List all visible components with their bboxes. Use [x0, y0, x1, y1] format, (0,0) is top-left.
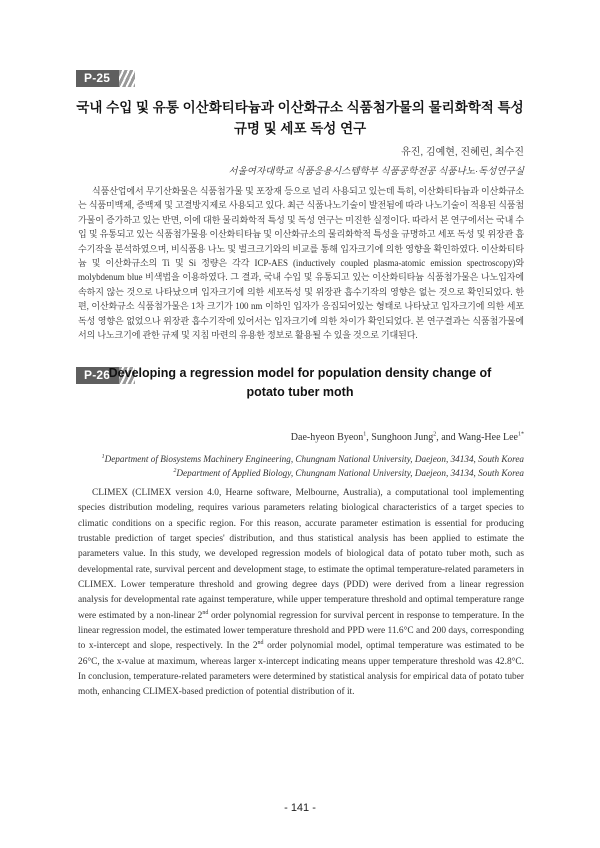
abstract-text: CLIMEX (CLIMEX version 4.0, Hearne software, Melbourne, Australia), a computational tool implementing species distribution modeling, requires various parameters relating biological characteristics of a target species to climatic conditions on a specific region. For this reason, accurate parameter estimation is essential for producing trustable prediction of target species' distribution, and thus statistical analysis has been applied to estimate the parameters value. In this study, we developed regression models of biological data of potato tuber moth, such as developmental rate, survival percent and development stage, to estimate the optimal temperature-related parameters in CLIMEX. Lower temperature threshold and growing degree days (PDD) were derived from a linear regression analysis for developmental rate against temperature, while upper temperature threshold and optimal temperature range were estimated by a non-linear 2: [78, 488, 524, 621]
ordinal-sup: nd: [202, 609, 209, 616]
page-number: - 141 -: [284, 802, 316, 814]
ordinal-sup: nd: [257, 640, 264, 647]
abstract-p26: [78, 486, 524, 701]
affiliation-text: Department of Biosystems Machinery Engineering, Chungnam National University, Daejeon, 34134, South Korea: [104, 454, 524, 464]
affiliation-p25: 서울여자대학교 식품응용시스템학부 식품공학전공 식품나노·독성연구실: [228, 166, 524, 177]
author-sup: 1: [363, 431, 367, 438]
abstract-text: order polynomial model, optimal temperature was estimated to be 26°C, the x-value at maximum, whereas larger x-intercept indicating means upper temperature threshold was 42.8°C. In conclusion, temperature-related parameters were determined by statistical analysis for empirical data of potato tuber moth, enhancing CLIMEX-based prediction of potential distribution of it.: [78, 641, 524, 698]
author-sep: ,: [366, 432, 372, 443]
affiliation-text: Department of Applied Biology, Chungnam National University, Daejeon, 34134, South Korea: [176, 468, 524, 478]
author-sup: 2: [433, 431, 437, 438]
affiliation-sup: 1: [101, 453, 105, 460]
paper-title-p25: [60, 97, 540, 139]
title-line: 국내 수입 및 유통 이산화티타늄과 이산화규소 식품첨가물의 물리화학적 특성: [76, 100, 524, 115]
author-sep: , and: [436, 432, 458, 443]
badge-label: P-26: [84, 368, 111, 382]
abstract-p25: 식품산업에서 무기산화물은 식품첨가물 및 포장재 등으로 널리 사용되고 있는데 특히, 이산화티타늄과 이산화규소는 식품미백제, 증백제 및 고결방지제로 사용되고 있다. 최근 식품나노기술이 발전됨에 따라 나노기술이 적용된 식품첨가물이 증가하고 있는 반면, 이에 대한 물리화학적 특성 및 독성 연구는 미진한 실정이다. 따라서 본 연구에서는 국내 수입 및 유통되고 있는 식품첨가물용 이산화티타늄 및 이산화규소의 물리화학적 특성을 규명하고 세포 독성 및 위장관 흡수기작을 분석하였으며, 비식품용 나노 및 벌크크기와의 비교를 통해 입자크기에 의한 영향을 확인하였다. 이산화티타늄 및 이산화규소의 Ti 및 Si 정량은 각각 ICP-AES (inductively coupled plasma-atomic emission spectroscopy)와 molybdenum blue 비색법을 이용하였다. 그 결과, 국내 수입 및 유통되고 있는 이산화티타늄 식품첨가물은 나노입자에 속하지 않는 것으로 나타났으며 입자크기에 의한 세포독성 및 위장관 흡수기작의 영향은 없는 것으로 확인되었다. 한편, 이산화규소 식품첨가물은 1차 크기가 100 nm 이하인 입자가 응집되어있는 형태로 나타났고 입자크기에 의한 세포독성 영향은 없었으나 위장관 흡수기작에 있어서는 입자크기에 의한 차이가 확인되었다. 본 연구결과는 식품첨가물에서의 나노크기에 관한 규제 및 지침 마련의 유용한 정보로 활용될 수 있을 것으로 기대된다.: [78, 186, 524, 341]
title-line: Developing a regression model for population density change of: [108, 366, 492, 380]
paper-title-p26-text: [60, 364, 540, 402]
abstract-badge-p25: [76, 70, 119, 87]
abstract-text: order polynomial regression for survival percent in response to temperature. In the linear regression model, the estimated lower temperature threshold and PPD were 11.6°C and 200 days, corresponding to x-intercept and slope, respectively. In the 2: [78, 610, 525, 652]
authors-p25: 유진, 김예현, 진혜린, 최수진: [401, 147, 524, 158]
affiliation-line: [102, 466, 524, 480]
affiliation-sup: 2: [173, 467, 177, 474]
author-sup: 1*: [518, 431, 524, 438]
affiliations-p26: [102, 452, 524, 480]
author-name: Sunghoon Jung: [371, 432, 434, 443]
title-line: 규명 및 세포 독성 연구: [233, 121, 367, 136]
badge-label: P-25: [84, 71, 111, 85]
author-name: Wang-Hee Lee: [458, 432, 518, 443]
affiliation-line: [102, 452, 524, 466]
authors-p26: [291, 432, 524, 443]
title-line: potato tuber moth: [246, 385, 354, 399]
author-name: Dae-hyeon Byeon: [290, 432, 364, 443]
badge-stripes: [119, 70, 135, 87]
